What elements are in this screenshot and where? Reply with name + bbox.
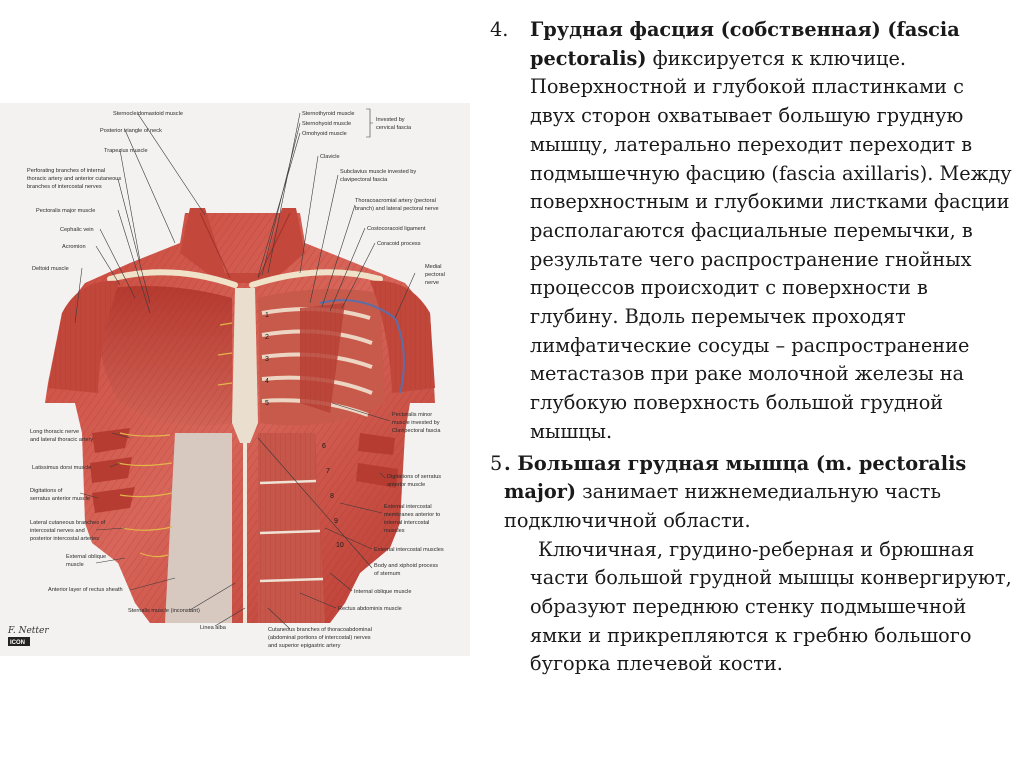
text-column [490, 16, 1014, 679]
label-anterior-rectus-sheath: Anterior layer of rectus sheath [48, 587, 123, 593]
label-omohyoid: Omohyoid muscle [302, 131, 347, 137]
label-linea-alba: Linea alba [200, 625, 226, 631]
rib-number: 10 [336, 542, 344, 549]
label-sternothyroid: Sternothyroid muscle [302, 111, 355, 117]
label-perforating-2: thoracic artery and anterior cutaneous [27, 176, 122, 182]
label-long-thoracic-2: and lateral thoracic artery [30, 437, 94, 443]
paragraph-4 [490, 16, 1014, 447]
label-medial-pectoral-2: pectoral [425, 272, 445, 278]
label-clavicle: Clavicle [320, 154, 340, 160]
label-cephalic-vein: Cephalic vein [60, 227, 94, 233]
label-sternalis: Sternalis muscle (inconstant) [128, 608, 200, 614]
label-sternohyoid: Sternohyoid muscle [302, 121, 352, 127]
paragraph-4-number: 4. [490, 18, 509, 41]
paragraph-4-term: Грудная фасция (собственная) (fascia pectoralis) [530, 18, 960, 70]
label-pectoralis-minor-3: Clavipectoral fascia [392, 428, 441, 434]
label-subclavius-1: Subclavius muscle invested by [340, 169, 417, 175]
rib-number: 3 [265, 356, 269, 363]
label-digitations-2: serratus anterior muscle [30, 496, 90, 502]
label-latissimus-dorsi: Latissimus dorsi muscle [32, 465, 92, 471]
label-long-thoracic-1: Long thoracic nerve [30, 429, 80, 435]
anatomy-illustration [0, 103, 470, 656]
label-acromion: Acromion [62, 244, 86, 250]
rib-number: 8 [330, 493, 334, 500]
paragraph-parts [490, 536, 1014, 680]
label-lateral-cutaneous-2: intercostal nerves and [30, 528, 85, 534]
label-external-oblique-2: muscle [66, 562, 84, 568]
label-lateral-cutaneous-1: Lateral cutaneous branches of [30, 520, 106, 526]
paragraph-5-number: 5 [490, 451, 503, 475]
rib-number: 7 [326, 468, 330, 475]
label-coracoid: Coracoid process [377, 241, 421, 247]
label-costocoracoid: Costocoracoid ligament [367, 226, 426, 232]
rib-number: 4 [265, 378, 269, 385]
chest-muscles-drawing [0, 103, 470, 656]
label-ext-intercostal-membranes-4: muscles [384, 528, 405, 534]
label-trapezius: Trapezius muscle [104, 148, 148, 154]
label-subclavius-2: clavipectoral fascia [340, 177, 388, 183]
label-internal-oblique: Internal oblique muscle [354, 589, 412, 595]
label-xiphoid-2: of sternum [374, 571, 401, 577]
label-ext-intercostal-membranes-1: External intercostal [384, 504, 432, 510]
label-pectoralis-minor-2: muscle invested by [392, 420, 440, 426]
label-pectoralis-major: Pectoralis major muscle [36, 208, 96, 214]
label-invested-by: Invested by [376, 117, 405, 123]
publisher-badge-text: ICON [10, 640, 25, 646]
label-cutaneous-thoracoabdominal-2: (abdominal portions of intercostal) nerves [268, 635, 371, 641]
label-external-intercostal: External intercostal muscles [374, 547, 444, 553]
label-lateral-cutaneous-3: posterior intercostal arteries [30, 536, 100, 542]
paragraph-5 [490, 450, 1014, 536]
paragraph-parts-text: Ключичная, грудино-реберная и брюшная части большой грудной мышцы конвергируют, образуют переднюю стенку подмышечной ямки и прикрепляются к гребню большого бугорка плечевой кости. [530, 537, 1012, 676]
paragraph-5-text: занимает нижнемедиальную часть подключичной области. [504, 480, 941, 532]
rib-number: 2 [265, 334, 269, 341]
rib-number: 6 [322, 443, 326, 450]
label-perforating-3: branches of intercostal nerves [27, 184, 102, 190]
label-cutaneous-thoracoabdominal-3: and superior epigastric artery [268, 643, 341, 649]
label-pectoralis-minor-1: Pectoralis minor [392, 412, 433, 418]
label-cervical-fascia: cervical fascia [376, 125, 412, 131]
label-thoracoacromial-2: branch) and lateral pectoral nerve [355, 206, 439, 212]
label-posterior-triangle: Posterior triangle of neck [100, 128, 162, 134]
label-rectus-abdominis: Rectus abdominis muscle [338, 606, 402, 612]
label-serratus-digitations-2: anterior muscle [387, 482, 426, 488]
label-serratus-digitations-1: Digitations of serratus [387, 474, 442, 480]
label-perforating-1: Perforating branches of internal [27, 168, 106, 174]
label-medial-pectoral-1: Medial [425, 264, 442, 270]
label-cutaneous-thoracoabdominal-1: Cutaneous branches of thoracoabdominal [268, 627, 372, 633]
rib-number: 1 [265, 312, 269, 319]
label-external-oblique-1: External oblique [66, 554, 107, 560]
label-ext-intercostal-membranes-2: membranes anterior to [384, 512, 441, 518]
label-ext-intercostal-membranes-3: internal intercostal [384, 520, 430, 526]
label-xiphoid-1: Body and xiphoid process [374, 563, 439, 569]
label-medial-pectoral-3: nerve [425, 280, 439, 286]
rib-number: 9 [334, 518, 338, 525]
rib-number: 5 [265, 400, 269, 407]
paragraph-4-text: фиксируется к ключице. Поверхностной и глубокой пластинками с двух сторон охватывает большую грудную мышцу, латерально переходит переходит в подмышечную фасцию (fascia axillaris). Между поверхностным и глубокими листками фасции располагаются фасциальные перемычки, в результате чего распространение гнойных процессов происходит с поверхности в глубину. Вдоль перемычек проходят лимфатические сосуды – распространение метастазов при раке молочной железы на глубокую поверхность большой грудной мышцы. [530, 46, 1012, 443]
paragraph-5-term: . Большая грудная мышца (m. pectoralis major) [504, 451, 967, 504]
artist-signature: F. Netter [8, 626, 49, 636]
label-deltoid: Deltoid muscle [32, 266, 69, 272]
label-sternocleidomastoid: Sternocleidomastoid muscle [113, 111, 183, 117]
label-thoracoacromial-1: Thoracoacromial artery (pectoral [355, 198, 436, 204]
label-digitations-1: Digitations of [30, 488, 63, 494]
